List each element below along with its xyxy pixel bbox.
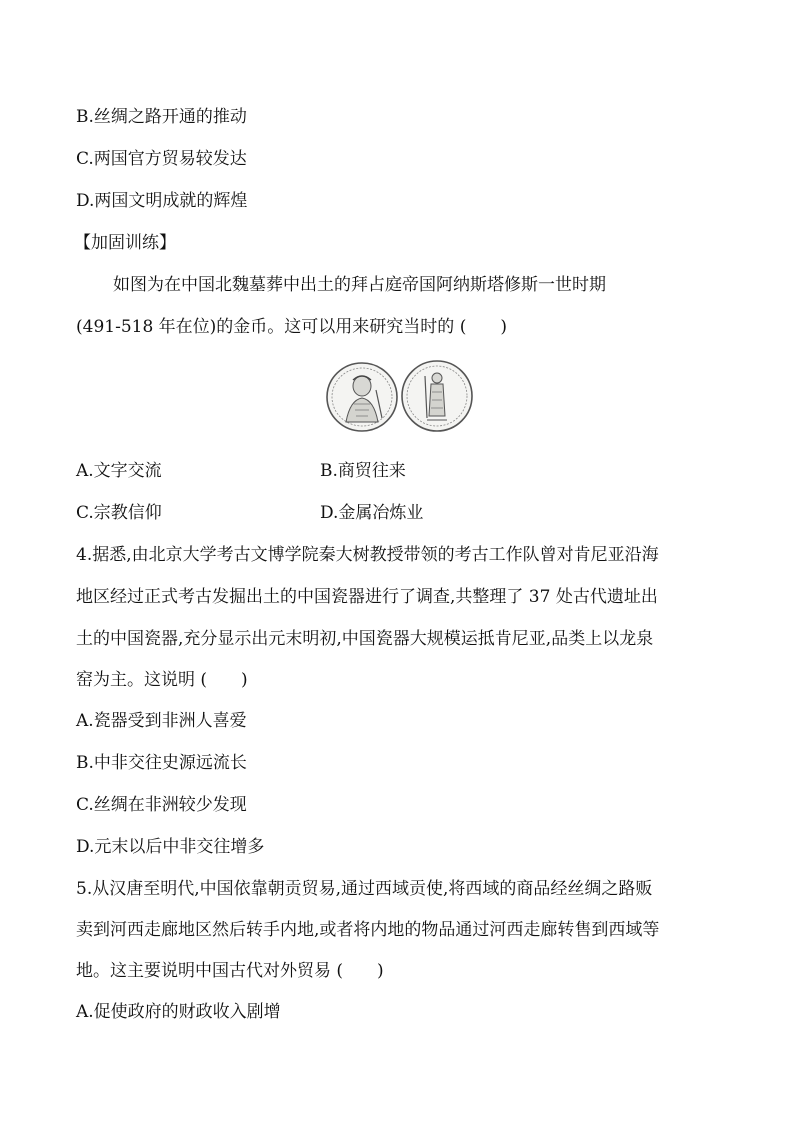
- option-c-prev: C.两国官方贸易较发达: [76, 149, 247, 169]
- question5-option-a: A.促使政府的财政收入剧增: [76, 1002, 281, 1022]
- question5-stem-line1: 5.从汉唐至明代,中国依靠朝贡贸易,通过西域贡使,将西域的商品经丝绸之路贩: [76, 879, 653, 899]
- option-b-reinforcement: B.商贸往来: [320, 461, 406, 481]
- question4-option-c: C.丝绸在非洲较少发现: [76, 795, 247, 815]
- question4-stem-line2: 地区经过正式考古发掘出土的中国瓷器进行了调查,共整理了 37 处古代遗址出: [76, 587, 658, 607]
- option-d-reinforcement: D.金属冶炼业: [320, 503, 424, 523]
- question4-option-d: D.元末以后中非交往增多: [76, 837, 265, 857]
- coin-reverse-image: [399, 358, 475, 434]
- question4-option-a: A.瓷器受到非洲人喜爱: [76, 711, 247, 731]
- question4-stem-line4: 窑为主。这说明 ( ): [76, 670, 248, 690]
- option-a-reinforcement: A.文字交流: [76, 461, 162, 481]
- option-c-reinforcement: C.宗教信仰: [76, 503, 162, 523]
- coin-obverse-image: [324, 360, 400, 434]
- option-d-prev: D.两国文明成就的辉煌: [76, 191, 248, 211]
- question5-stem-line2: 卖到河西走廊地区然后转手内地,或者将内地的物品通过河西走廊转售到西域等: [76, 920, 660, 940]
- question4-stem-line1: 4.据悉,由北京大学考古文博学院秦大树教授带领的考古工作队曾对肯尼亚沿海: [76, 545, 659, 565]
- question5-stem-line3: 地。这主要说明中国古代对外贸易 ( ): [76, 961, 384, 981]
- reinforcement-heading: 【加固训练】: [74, 233, 176, 253]
- option-b-prev: B.丝绸之路开通的推动: [76, 107, 247, 127]
- reinforcement-options-row1: [76, 460, 406, 482]
- reinforcement-stem-line1: 如图为在中国北魏墓葬中出土的拜占庭帝国阿纳斯塔修斯一世时期: [113, 275, 606, 295]
- reinforcement-options-row2: [76, 502, 424, 524]
- question4-stem-line3: 土的中国瓷器,充分显示出元末明初,中国瓷器大规模运抵肯尼亚,品类上以龙泉: [76, 629, 654, 649]
- reinforcement-stem-line2: (491-518 年在位)的金币。这可以用来研究当时的 ( ): [76, 317, 507, 337]
- question4-option-b: B.中非交往史源远流长: [76, 753, 247, 773]
